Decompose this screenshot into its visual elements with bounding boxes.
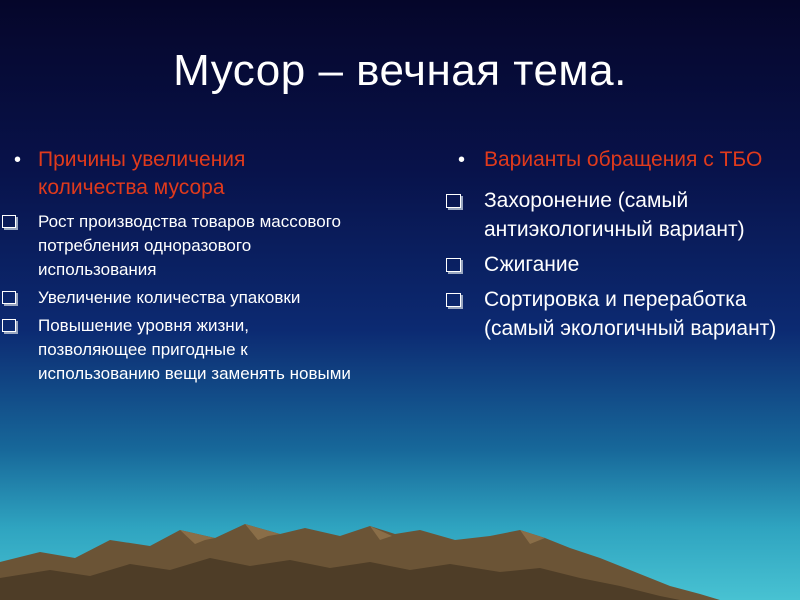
right-heading-text: Варианты обращения с ТБО — [484, 148, 763, 171]
bullet-dot-icon: • — [14, 149, 22, 171]
list-item — [0, 286, 360, 310]
list-item — [0, 210, 360, 282]
slide-title: Мусор – вечная тема. — [173, 46, 627, 95]
list-item — [0, 314, 360, 386]
checkbox-bullet-icon — [446, 258, 461, 272]
left-column — [0, 146, 360, 386]
list-item-text: Сортировка и переработка (самый экологичный вариант) — [484, 288, 777, 340]
list-item-text: Рост производства товаров массового потребления одноразового использования — [38, 212, 341, 279]
right-list — [440, 186, 780, 343]
list-item — [440, 186, 780, 244]
bullet-dot-icon: • — [458, 149, 466, 171]
checkbox-bullet-icon — [446, 194, 461, 208]
checkbox-bullet-icon — [2, 215, 16, 228]
list-item-text: Увеличение количества упаковки — [38, 288, 301, 307]
left-heading — [0, 146, 360, 202]
right-heading — [440, 146, 780, 174]
left-list — [0, 210, 360, 386]
list-item-text: Сжигание — [484, 253, 580, 276]
checkbox-bullet-icon — [2, 319, 16, 332]
checkbox-bullet-icon — [2, 291, 16, 304]
checkbox-bullet-icon — [446, 293, 461, 307]
mountains-illustration — [0, 500, 800, 600]
left-heading-text: Причины увеличения количества мусора — [38, 148, 246, 199]
list-item — [440, 250, 780, 279]
right-column — [440, 146, 780, 343]
list-item — [440, 285, 780, 343]
list-item-text: Повышение уровня жизни, позволяющее пригодные к использованию вещи заменять новыми — [38, 316, 351, 383]
list-item-text: Захоронение (самый антиэкологичный вариант) — [484, 189, 745, 241]
